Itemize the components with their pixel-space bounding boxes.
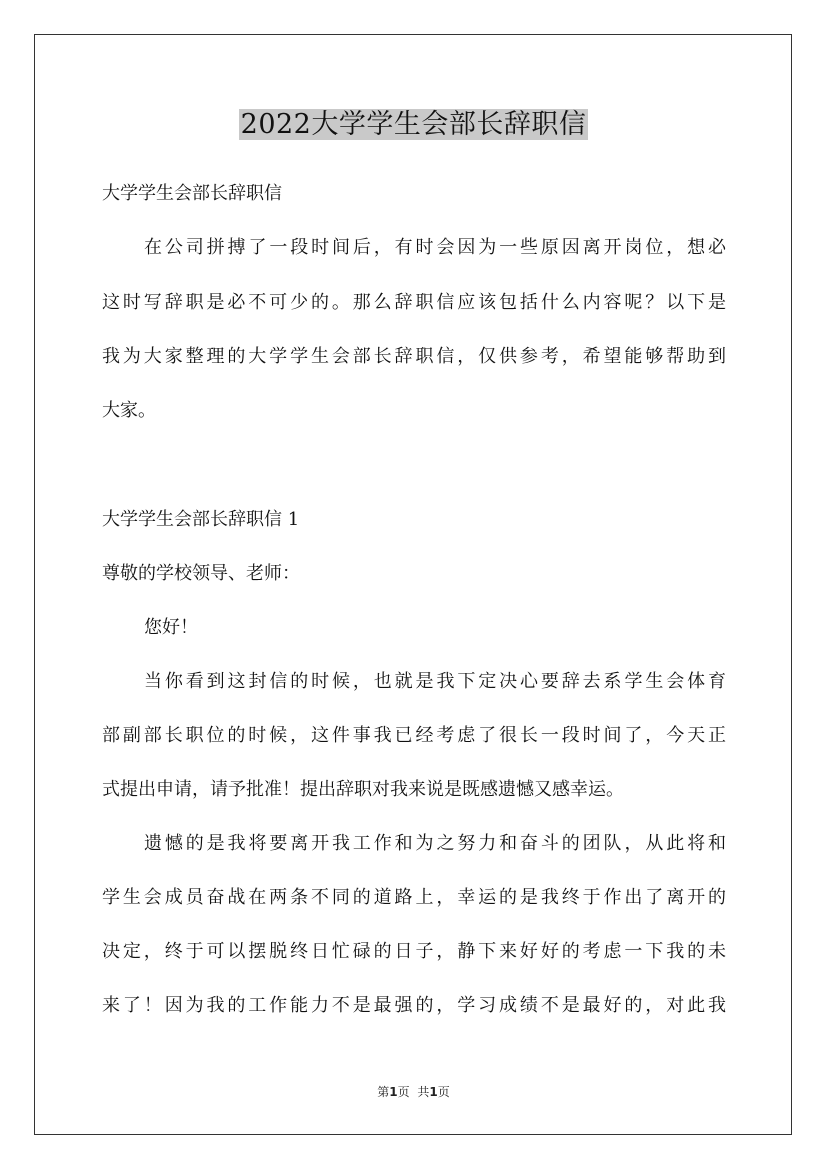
footer-total-prefix: 共 (417, 1085, 430, 1099)
paragraph-line: 决定，终于可以摆脱终日忙碌的日子，静下来好好的考虑一下我的未 (102, 941, 726, 962)
intro-line: 我为大家整理的大学学生会部长辞职信，仅供参考，希望能够帮助到 (102, 346, 726, 367)
intro-line: 这时写辞职是必不可少的。那么辞职信应该包括什么内容呢？以下是 (102, 292, 726, 313)
paragraph-line: 学生会成员奋战在两条不同的道路上，幸运的是我终于作出了离开的 (102, 887, 726, 908)
footer-total-suffix: 页 (437, 1085, 450, 1099)
paragraph-line: 当你看到这封信的时候，也就是我下定决心要辞去系学生会体育 (144, 671, 726, 692)
letter-greeting: 您好！ (144, 617, 198, 638)
footer-page-prefix: 第 (377, 1085, 390, 1099)
document-subtitle: 大学学生会部长辞职信 (102, 183, 282, 204)
paragraph-line: 式提出申请，请予批准！提出辞职对我来说是既感遗憾又感幸运。 (102, 779, 624, 800)
footer-page-suffix: 页 (397, 1085, 410, 1099)
letter-heading: 大学学生会部长辞职信 1 (102, 509, 300, 530)
intro-line: 在公司拼搏了一段时间后，有时会因为一些原因离开岗位，想必 (144, 237, 726, 258)
paragraph-line: 部副部长职位的时候，这件事我已经考虑了很长一段时间了，今天正 (102, 725, 726, 746)
paragraph-line: 遗憾的是我将要离开我工作和为之努力和奋斗的团队，从此将和 (144, 833, 726, 854)
paragraph-line: 来了！因为我的工作能力不是最强的，学习成绩不是最好的，对此我 (102, 995, 726, 1016)
footer-page-number: 1 (389, 1085, 398, 1099)
letter-salutation: 尊敬的学校领导、老师： (102, 563, 300, 584)
footer-total-number: 1 (429, 1085, 438, 1099)
intro-line: 大家。 (102, 400, 156, 421)
document-title (0, 103, 827, 144)
page-footer (0, 1084, 827, 1100)
document-title-text: 2022大学学生会部长辞职信 (240, 109, 587, 140)
